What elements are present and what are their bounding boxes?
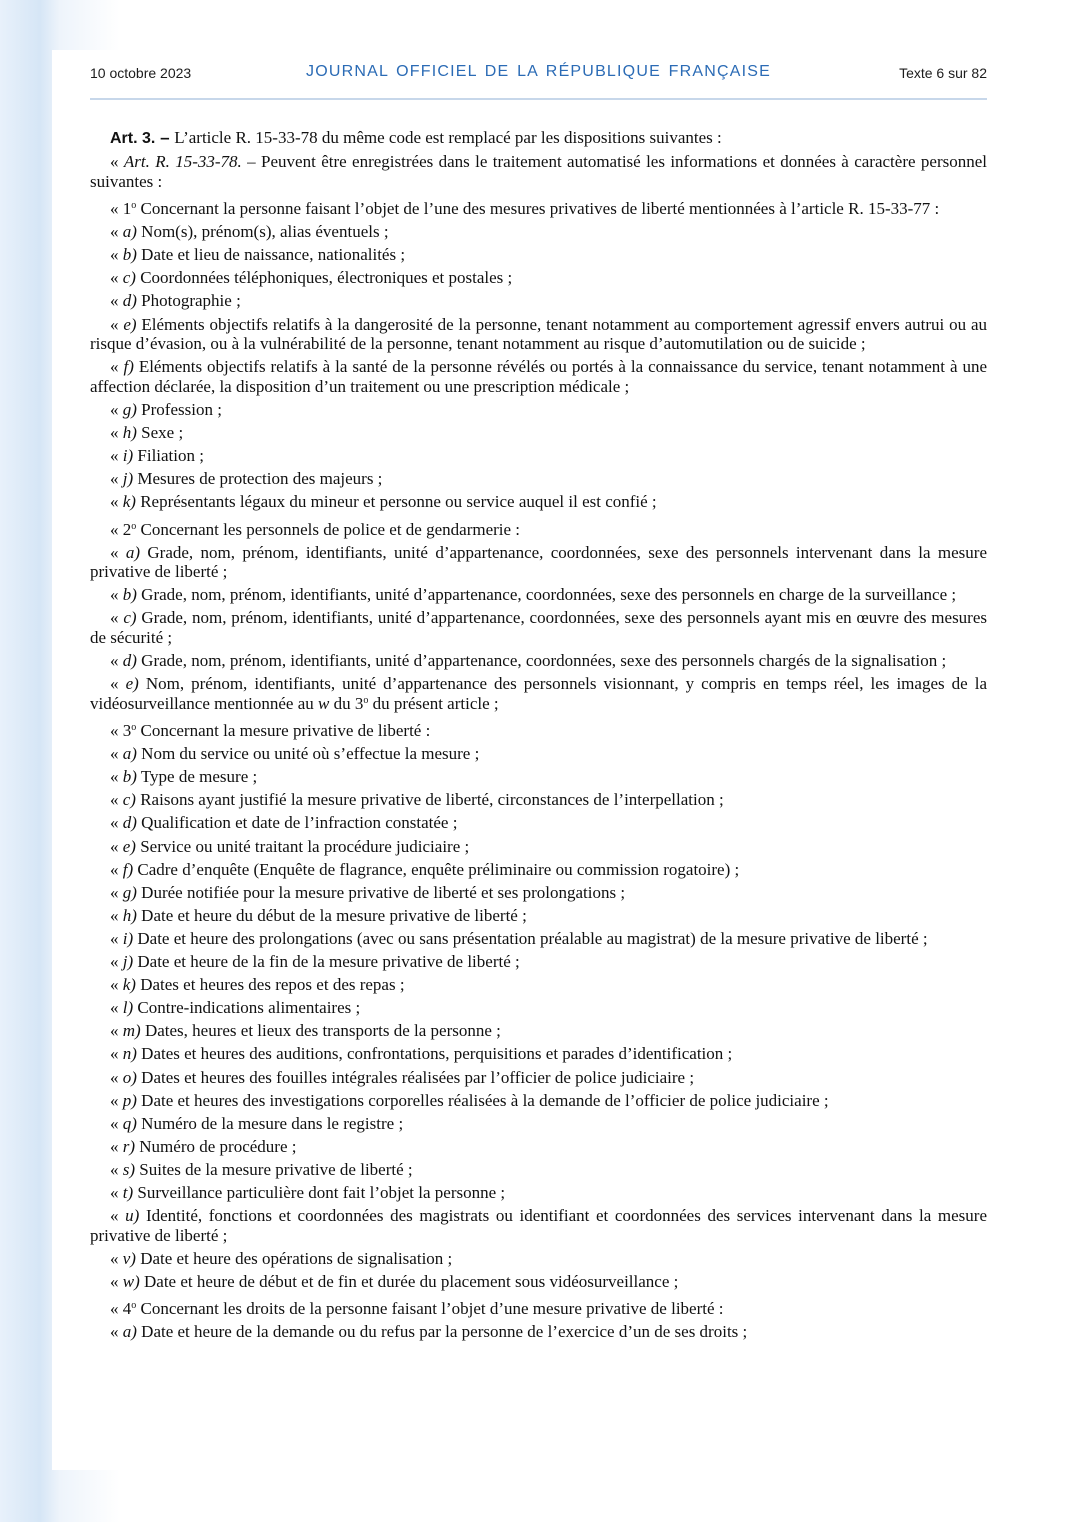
article-separator: – bbox=[155, 128, 175, 147]
list-item bbox=[90, 790, 987, 810]
item-letter: o) bbox=[122, 1067, 137, 1087]
item-letter: c) bbox=[123, 608, 137, 628]
quote-mark: « bbox=[110, 399, 123, 419]
item-reference: w bbox=[318, 693, 330, 713]
list-item bbox=[90, 608, 987, 647]
quote-mark: « bbox=[110, 469, 123, 489]
item-text: du présent article ; bbox=[368, 693, 499, 713]
list-item bbox=[90, 245, 987, 265]
publication-date: 10 octobre 2023 bbox=[90, 65, 192, 81]
item-text: Raisons ayant justifié la mesure privative de liberté, circonstances de l’interpellation ; bbox=[135, 790, 724, 810]
list-item bbox=[90, 744, 987, 764]
section-heading bbox=[90, 721, 987, 741]
ordinal-marker: o bbox=[131, 200, 137, 212]
item-letter: a) bbox=[122, 744, 137, 764]
item-letter: d) bbox=[122, 813, 137, 833]
item-text: Coordonnées téléphoniques, électroniques et postales ; bbox=[135, 268, 513, 288]
item-text: Contre-indications alimentaires ; bbox=[133, 998, 361, 1018]
section-heading bbox=[90, 1299, 987, 1319]
quote-mark: « bbox=[110, 542, 126, 562]
quote-mark: « bbox=[110, 975, 123, 995]
quote-mark: « bbox=[110, 882, 123, 902]
quote-mark: « bbox=[110, 492, 123, 512]
item-letter: i) bbox=[122, 445, 134, 465]
item-text: Surveillance particulière dont fait l’objet la personne ; bbox=[133, 1182, 506, 1202]
quote-mark: « bbox=[110, 813, 123, 833]
item-text: Grade, nom, prénom, identifiants, unité d’appartenance, coordonnées, sexe des personnels en charge de la surveillance ; bbox=[136, 585, 957, 605]
document-page bbox=[52, 50, 1027, 1470]
item-letter: d) bbox=[122, 291, 137, 311]
item-text: Date et heure de la demande ou du refus par la personne de l’exercice d’un de ses droits ; bbox=[136, 1322, 748, 1342]
item-text: Identité, fonctions et coordonnées des magistrats ou identifiant et coordonnées des services intervenant dans la mesure privative de liberté ; bbox=[90, 1206, 988, 1245]
section-heading bbox=[90, 520, 987, 540]
list-item bbox=[90, 268, 987, 288]
list-item bbox=[90, 492, 987, 512]
quote-mark: « bbox=[110, 357, 124, 377]
item-letter: b) bbox=[122, 245, 137, 265]
quote-mark: « bbox=[110, 744, 123, 764]
list-item bbox=[90, 1206, 987, 1245]
item-text: Sexe ; bbox=[136, 422, 184, 442]
item-text: Service ou unité traitant la procédure judiciaire ; bbox=[135, 836, 470, 856]
item-letter: k) bbox=[122, 975, 136, 995]
quote-mark: « bbox=[110, 268, 123, 288]
quote-mark: « bbox=[110, 1248, 123, 1268]
ordinal-marker: o bbox=[363, 694, 369, 706]
item-text: Grade, nom, prénom, identifiants, unité d’appartenance, coordonnées, sexe des personnels intervenant dans la mesure privative de liberté ; bbox=[90, 542, 987, 582]
item-letter: b) bbox=[122, 767, 137, 787]
list-item bbox=[90, 1137, 987, 1157]
quote-mark: « bbox=[110, 1067, 123, 1087]
item-letter: a) bbox=[122, 222, 137, 242]
list-item bbox=[90, 1114, 987, 1134]
item-text: Grade, nom, prénom, identifiants, unité d’appartenance, coordonnées, sexe des personnels ayant mis en œuvre des mesures de sécurité ; bbox=[90, 608, 988, 647]
page-indicator: Texte 6 sur 82 bbox=[899, 65, 987, 81]
list-item bbox=[90, 1044, 987, 1064]
quote-mark: « bbox=[110, 651, 123, 670]
list-item bbox=[90, 1322, 987, 1342]
list-item bbox=[90, 1091, 987, 1111]
item-text: Dates et heures des repos et des repas ; bbox=[135, 975, 405, 995]
quote-mark: « bbox=[110, 585, 123, 605]
article-intro-text: L’article R. 15-33-78 du même code est remplacé par les dispositions suivantes : bbox=[174, 128, 722, 147]
item-text: Numéro de la mesure dans le registre ; bbox=[136, 1113, 404, 1133]
list-item bbox=[90, 1021, 987, 1041]
list-item bbox=[90, 1160, 987, 1180]
item-text: Suites de la mesure privative de liberté ; bbox=[135, 1159, 413, 1179]
list-item bbox=[90, 837, 987, 857]
item-text: Durée notifiée pour la mesure privative de liberté et ses prolongations ; bbox=[136, 882, 626, 902]
item-letter: h) bbox=[122, 422, 137, 442]
item-text: Date et heure du début de la mesure privative de liberté ; bbox=[136, 905, 527, 925]
quote-mark: « bbox=[110, 1021, 123, 1041]
item-text: Dates et heures des auditions, confrontations, perquisitions et parades d’identification ; bbox=[136, 1044, 733, 1064]
list-item bbox=[90, 446, 987, 466]
list-item bbox=[90, 860, 987, 880]
item-text: Représentants légaux du mineur et personne ou service auquel il est confié ; bbox=[135, 492, 657, 512]
item-letter: f) bbox=[123, 357, 134, 377]
list-item bbox=[90, 767, 987, 787]
item-text: Nom, prénom, identifiants, unité d’appartenance des personnels visionnant, y compris en temps réel, les images de la vidéosurveillance mentionnée au bbox=[90, 674, 988, 713]
section-number: « 2 bbox=[110, 519, 132, 539]
item-text: Filiation ; bbox=[133, 445, 204, 465]
item-letter: c) bbox=[122, 268, 136, 288]
item-letter: g) bbox=[122, 882, 137, 902]
section-title: Concernant la personne faisant l’objet de l’une des mesures privatives de liberté mentionnées à l’article R. 15-33-77 : bbox=[136, 199, 940, 219]
list-item bbox=[90, 813, 987, 833]
list-item bbox=[90, 1272, 987, 1292]
item-letter: h) bbox=[122, 905, 137, 925]
item-letter: s) bbox=[122, 1159, 136, 1179]
item-text: Profession ; bbox=[136, 399, 222, 419]
quote-mark: « bbox=[110, 836, 123, 856]
item-letter: u) bbox=[125, 1206, 140, 1226]
list-item bbox=[90, 291, 987, 311]
item-letter: j) bbox=[122, 469, 134, 489]
item-text: Date et heure de la fin de la mesure privative de liberté ; bbox=[133, 952, 520, 972]
quote-mark: « bbox=[110, 1090, 123, 1110]
article-body bbox=[90, 100, 987, 1342]
quote-mark: « bbox=[110, 1044, 123, 1064]
item-letter: c) bbox=[122, 790, 136, 810]
item-text: Nom du service ou unité où s’effectue la mesure ; bbox=[136, 744, 480, 764]
list-item bbox=[90, 543, 987, 582]
journal-title: JOURNAL OFFICIEL DE LA RÉPUBLIQUE FRANÇAISE bbox=[306, 63, 771, 80]
quote-mark: « bbox=[110, 291, 123, 311]
quote-mark: « bbox=[110, 314, 124, 334]
list-item bbox=[90, 674, 987, 713]
list-item bbox=[90, 423, 987, 443]
item-letter: j) bbox=[122, 952, 134, 972]
item-letter: r) bbox=[122, 1136, 136, 1156]
article-label: Art. 3. bbox=[110, 130, 156, 147]
item-letter: f) bbox=[122, 859, 134, 879]
quote-mark: « bbox=[110, 1113, 123, 1133]
article-sections bbox=[90, 199, 987, 1342]
section-number: « 3 bbox=[110, 721, 132, 741]
item-text: Cadre d’enquête (Enquête de flagrance, enquête préliminaire ou commission rogatoire) ; bbox=[133, 859, 740, 879]
section-title: Concernant les droits de la personne faisant l’objet d’une mesure privative de liberté : bbox=[136, 1299, 724, 1319]
article-quote-text: – Peuvent être enregistrées dans le traitement automatisé les informations et données à caractère personnel suivantes : bbox=[90, 152, 988, 191]
quote-mark: « bbox=[110, 767, 123, 787]
quote-mark: « bbox=[110, 1182, 123, 1202]
list-item bbox=[90, 1068, 987, 1088]
item-letter: b) bbox=[122, 585, 137, 605]
quote-mark: « bbox=[110, 1136, 123, 1156]
quote-mark: « bbox=[110, 1271, 123, 1291]
list-item bbox=[90, 585, 987, 605]
page-content bbox=[90, 50, 987, 1342]
quote-mark: « bbox=[110, 859, 123, 879]
quote-mark: « bbox=[110, 674, 126, 694]
item-text: Date et heure des prolongations (avec ou sans présentation préalable au magistrat) de la mesure privative de liberté ; bbox=[133, 928, 928, 948]
item-letter: g) bbox=[122, 399, 137, 419]
item-letter: q) bbox=[122, 1113, 137, 1133]
section-number: « 4 bbox=[110, 1299, 132, 1319]
quote-mark: « bbox=[110, 608, 124, 628]
ordinal-marker: o bbox=[131, 722, 137, 734]
item-text: Mesures de protection des majeurs ; bbox=[133, 469, 383, 489]
quote-mark: « bbox=[110, 1159, 123, 1179]
list-item bbox=[90, 998, 987, 1018]
section-number: « 1 bbox=[110, 199, 132, 219]
quote-mark: « bbox=[110, 952, 123, 972]
item-letter: l) bbox=[122, 998, 134, 1018]
item-letter: a) bbox=[122, 1322, 137, 1342]
item-letter: m) bbox=[122, 1021, 141, 1041]
list-item bbox=[90, 929, 987, 949]
list-item bbox=[90, 357, 987, 396]
item-letter: e) bbox=[122, 836, 136, 856]
quote-mark: « bbox=[110, 928, 123, 948]
list-item bbox=[90, 883, 987, 903]
item-text: Dates, heures et lieux des transports de la personne ; bbox=[140, 1021, 501, 1041]
item-text: du 3 bbox=[329, 693, 364, 713]
article-reference: Art. R. 15-33-78. bbox=[123, 152, 242, 172]
list-item bbox=[90, 952, 987, 972]
list-item bbox=[90, 1249, 987, 1269]
list-item bbox=[90, 906, 987, 926]
quote-mark: « bbox=[110, 245, 123, 265]
article-quote: « Art. R. 15-33-78. – Peuvent être enregistrées dans le traitement automatisé les informations et données à caractère personnel suivantes : bbox=[90, 152, 988, 191]
list-item bbox=[90, 400, 987, 420]
item-text: Grade, nom, prénom, identifiants, unité d’appartenance, coordonnées, sexe des personnels chargés de la signalisation ; bbox=[136, 651, 947, 670]
article-intro bbox=[90, 128, 987, 149]
item-letter: e) bbox=[123, 314, 137, 334]
ordinal-marker: o bbox=[131, 520, 137, 532]
list-item bbox=[90, 975, 987, 995]
item-letter: p) bbox=[122, 1090, 137, 1110]
item-letter: k) bbox=[122, 492, 136, 512]
item-text: Qualification et date de l’infraction constatée ; bbox=[136, 813, 458, 833]
quote-mark: « bbox=[110, 1206, 126, 1226]
section-title: Concernant la mesure privative de liberté : bbox=[136, 721, 431, 741]
item-text: Nom(s), prénom(s), alias éventuels ; bbox=[136, 222, 389, 242]
item-letter: w) bbox=[122, 1271, 140, 1291]
list-item bbox=[90, 651, 987, 671]
item-letter: i) bbox=[122, 928, 134, 948]
list-item bbox=[90, 315, 987, 354]
quote-mark: « bbox=[110, 445, 123, 465]
list-item bbox=[90, 469, 987, 489]
item-text: Date et heure des opérations de signalisation ; bbox=[135, 1248, 453, 1268]
list-item bbox=[90, 1183, 987, 1203]
item-text: Date et heures des investigations corporelles réalisées à la demande de l’officier de police judiciaire ; bbox=[136, 1090, 829, 1110]
ordinal-marker: o bbox=[131, 1300, 137, 1312]
section-heading bbox=[90, 199, 987, 219]
quote-mark: « bbox=[110, 222, 123, 242]
item-letter: d) bbox=[122, 651, 137, 670]
page-header bbox=[90, 50, 987, 100]
item-text: Date et lieu de naissance, nationalités ; bbox=[136, 245, 406, 265]
quote-mark: « bbox=[110, 905, 123, 925]
quote-mark: « bbox=[110, 1322, 123, 1342]
quote-mark: « bbox=[110, 790, 123, 810]
quote-mark: « bbox=[110, 998, 123, 1018]
item-text: Numéro de procédure ; bbox=[135, 1136, 297, 1156]
item-letter: t) bbox=[122, 1182, 134, 1202]
item-text: Photographie ; bbox=[136, 291, 241, 311]
quote-mark: « bbox=[110, 422, 123, 442]
item-letter: n) bbox=[122, 1044, 137, 1064]
list-item bbox=[90, 222, 987, 242]
section-title: Concernant les personnels de police et de gendarmerie : bbox=[136, 519, 521, 539]
item-text: Type de mesure ; bbox=[136, 767, 258, 787]
item-text: Eléments objectifs relatifs à la dangerosité de la personne, tenant notamment au comportement agressif envers autrui ou au risque d’évasion, ou à la vulnérabilité de la personne, tenant notamment au risque d’automutilation ou de suicide ; bbox=[90, 314, 987, 354]
item-text: Eléments objectifs relatifs à la santé de la personne révélés ou portés à la connaissance du service, tenant notamment à une affection déclarée, la disposition d’un traitement ou une prescription médicale ; bbox=[90, 357, 988, 396]
item-letter: e) bbox=[125, 674, 139, 694]
item-text: Dates et heures des fouilles intégrales réalisées par l’officier de police judiciaire ; bbox=[136, 1067, 695, 1087]
item-letter: a) bbox=[125, 542, 141, 562]
item-text: Date et heure de début et de fin et durée du placement sous vidéosurveillance ; bbox=[139, 1271, 679, 1291]
item-letter: v) bbox=[122, 1248, 136, 1268]
